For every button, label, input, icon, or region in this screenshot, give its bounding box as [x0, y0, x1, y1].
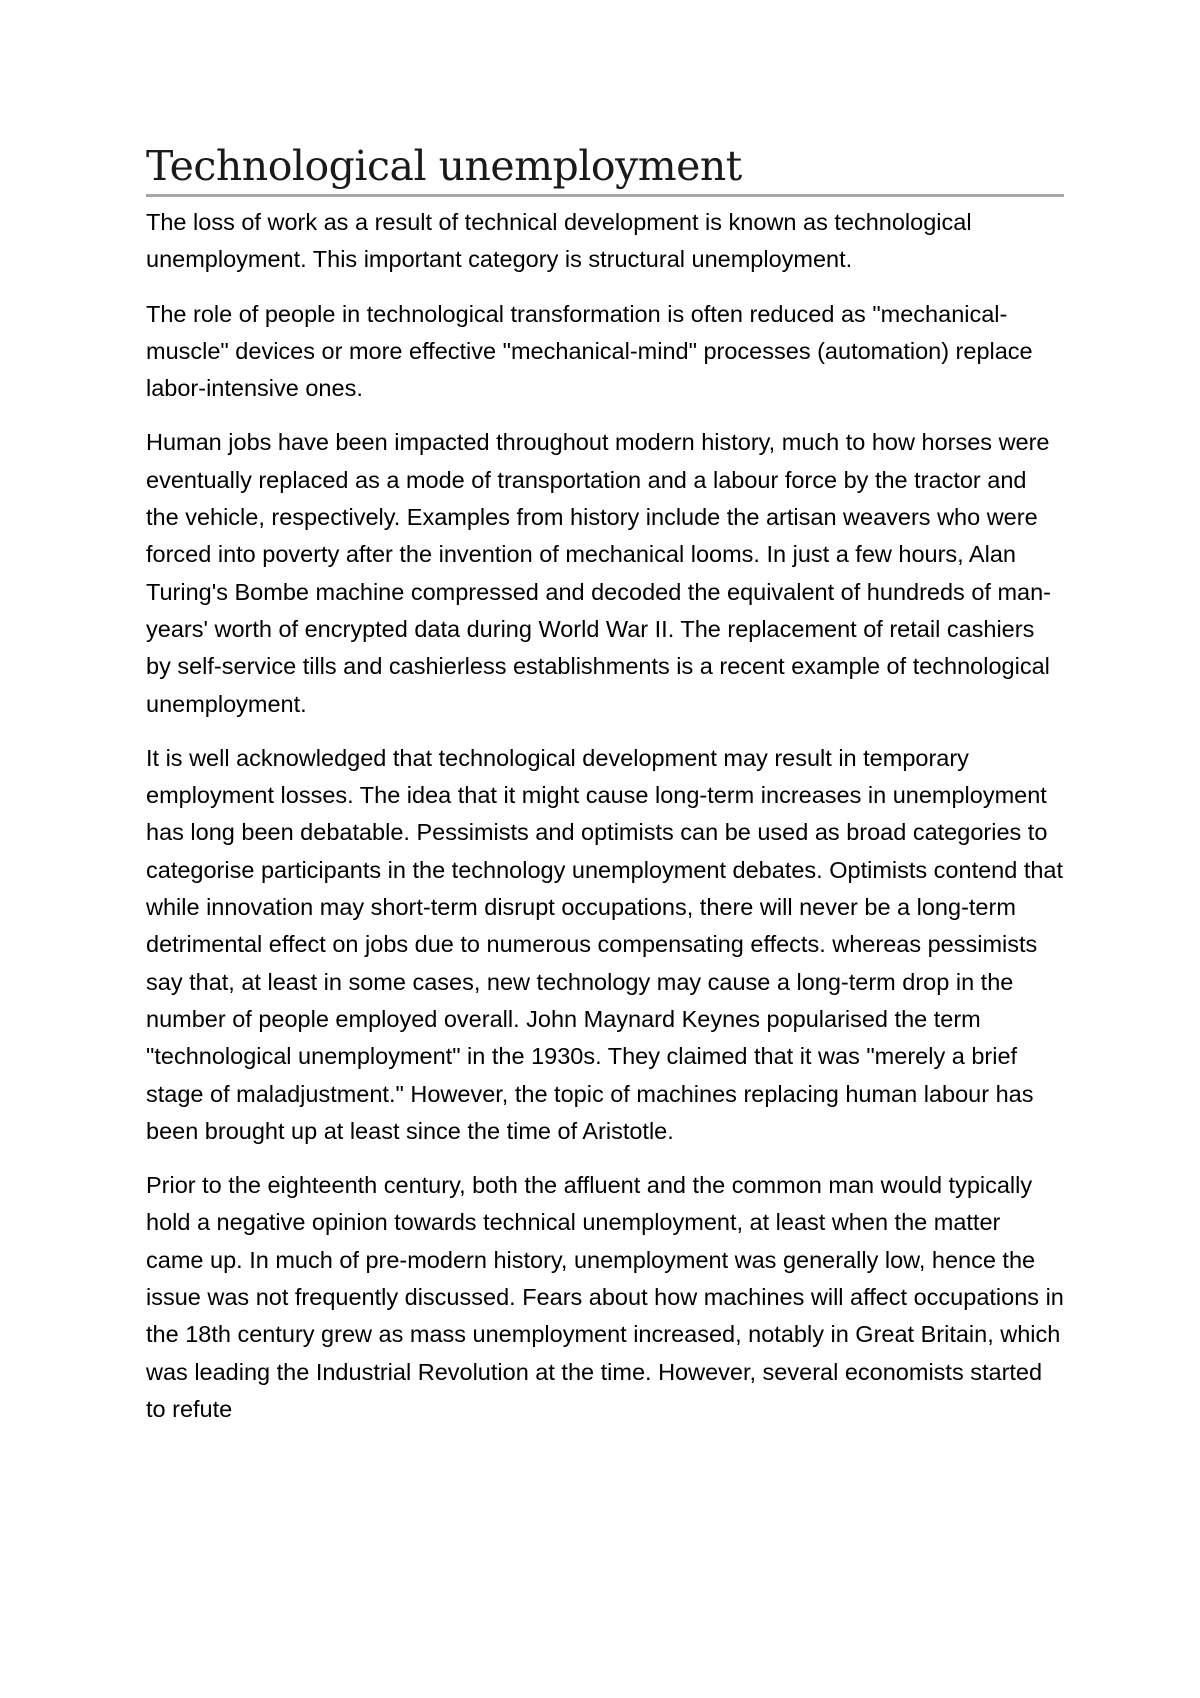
- paragraph-history-examples: Human jobs have been impacted throughout modern history, much to how horses were eventually replaced as a mode of transportation and a labour force by the tractor and the vehicle, respectively. Examples from history include the artisan weavers who were forced into poverty after the invention of mechanical looms. In just a few hours, Alan Turing's Bombe machine compressed and decoded the equivalent of hundreds of man-years' worth of encrypted data during World War II. The replacement of retail cashiers by self-service tills and cashierless establishments is a recent example of technological unemployment.: [146, 429, 1051, 717]
- paragraph-automation: The role of people in technological transformation is often reduced as "mechanical-muscle" devices or more effective "mechanical-mind" processes (automation) replace labor-intensive ones.: [146, 300, 1033, 402]
- paragraph-debate: It is well acknowledged that technological development may result in temporary employment losses. The idea that it might cause long-term increases in unemployment has long been debatable. Pessimists and optimists can be used as broad categories to categorise participants in the technology unemployment debates. Optimists contend that while innovation may short-term disrupt occupations, there will never be a long-term detrimental effect on jobs due to numerous compensating effects. whereas pessimists say that, at least in some cases, new technology may cause a long-term drop in the number of people employed overall. John Maynard Keynes popularised the term "technological unemployment" in the 1930s. They claimed that it was "merely a brief stage of maladjustment." However, the topic of machines replacing human labour has been brought up at least since the time of Aristotle.: [146, 744, 1064, 1144]
- paragraph-eighteenth-century: Prior to the eighteenth century, both the affluent and the common man would typically hold a negative opinion towards technical unemployment, at least when the matter came up. In much of pre-modern history, unemployment was generally low, hence the issue was not frequently discussed. Fears about how machines will affect occupations in the 18th century grew as mass unemployment increased, notably in Great Britain, which was leading the Industrial Revolution at the time. However, several economists started to refute: [146, 1172, 1064, 1422]
- paragraph-definition: The loss of work as a result of technical development is known as technological unemployment. This important category is structural unemployment.: [146, 209, 972, 273]
- document-body: [146, 140, 1064, 1428]
- document-title: Technological unemployment: [146, 140, 1064, 197]
